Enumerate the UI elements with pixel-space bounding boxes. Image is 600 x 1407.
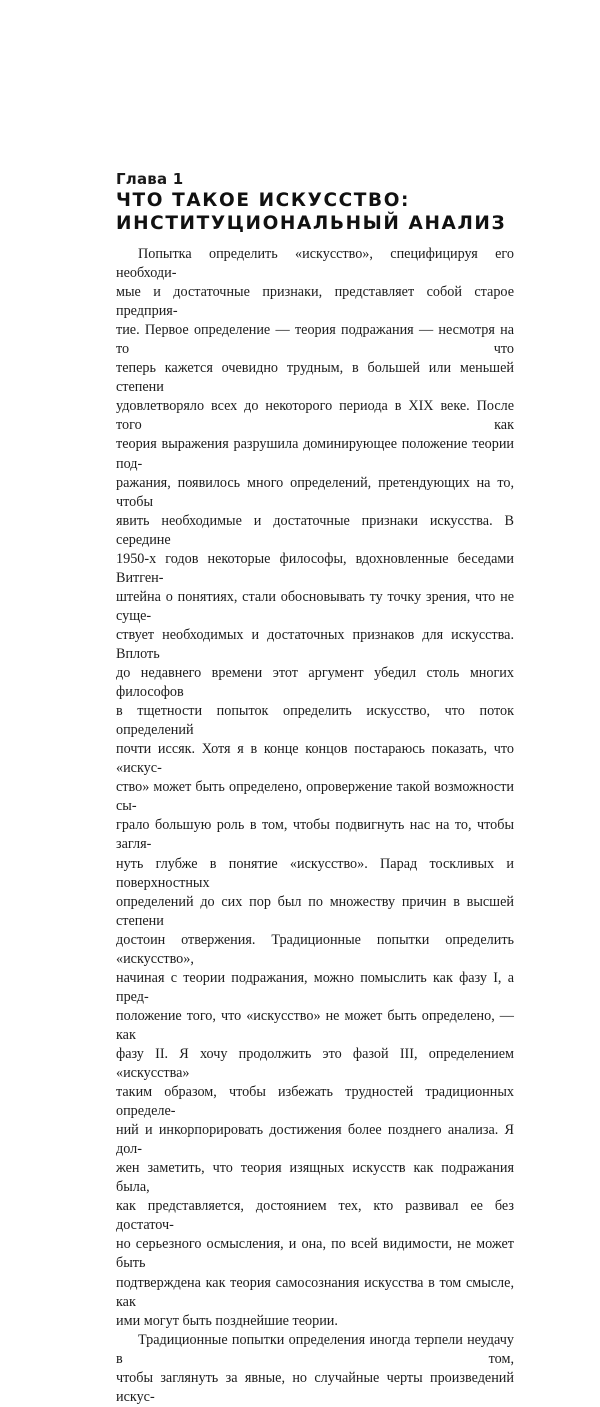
paragraph [116,245,514,1331]
text-line: но серьезного осмысления, и она, по всей видимости, не может быть [116,1236,514,1272]
chapter-title-line-2: ИНСТИТУЦИОНАЛЬНЫЙ АНАЛИЗ [116,213,507,234]
text-line: до недавнего времени этот аргумент убедил столь многих философов [116,665,514,701]
text-line: удовлетворяло всех до некоторого периода в XIX веке. После того как [116,398,514,434]
text-line: Традиционные попытки определения иногда терпели неудачу в том, [116,1331,514,1367]
text-line: грало большую роль в том, чтобы подвигнуть нас на то, чтобы загля- [116,817,514,853]
chapter-body [116,245,514,1407]
text-line: ний и инкорпорировать достижения более позднего анализа. Я дол- [116,1122,514,1158]
text-line: явить необходимые и достаточные признаки искусства. В середине [116,512,514,548]
text-line: 1950-х годов некоторые философы, вдохновленные беседами Витген- [116,550,514,586]
text-line: чтобы заглянуть за явные, но случайные черты произведений искус- [116,1369,514,1405]
text-line: ство» может быть определено, опровержение такой возможности сы- [116,779,514,815]
text-line: как представляется, достоянием тех, кто развивал ее без достаточ- [116,1198,514,1234]
text-line: тие. Первое определение — теория подражания — несмотря на то что [116,322,514,358]
text-line: жен заметить, что теория изящных искусств как подражания была, [116,1160,514,1196]
text-line: начиная с теории подражания, можно помыслить как фазу I, а пред- [116,969,514,1005]
paragraph [116,1331,514,1407]
text-line: фазу II. Я хочу продолжить это фазой III, определением «искусства» [116,1045,514,1082]
text-line: ими могут быть позднейшие теории. [116,1312,338,1329]
text-line: подтверждена как теория самосознания искусства в том смысле, как [116,1274,514,1310]
chapter-label: Глава 1 [116,170,184,188]
text-line: штейна о понятиях, стали обосновывать ту точку зрения, что не суще- [116,588,514,624]
text-line: Попытка определить «искусство», специфицируя его необходи- [116,246,514,282]
text-line: ствует необходимых и достаточных признаков для искусства. Вплоть [116,626,514,662]
text-line: достоин отвержения. Традиционные попытки определить «искусство», [116,931,514,967]
text-line: определений до сих пор был по множеству причин в высшей степени [116,893,514,929]
text-line: в тщетности попыток определить искусство, что поток определений [116,703,514,739]
text-line: таким образом, чтобы избежать трудностей традиционных определе- [116,1084,514,1120]
chapter-title-line-1: ЧТО ТАКОЕ ИСКУССТВО: [116,190,411,211]
text-line: теория выражения разрушила доминирующее положение теории под- [116,436,514,472]
text-line: мые и достаточные признаки, представляет собой старое предприя- [116,284,514,320]
text-line: положение того, что «искусство» не может быть определено, — как [116,1007,514,1043]
text-line: почти иссяк. Хотя я в конце концов постараюсь показать, что «искус- [116,741,514,777]
text-line: нуть глубже в понятие «искусство». Парад тоскливых и поверхностных [116,855,514,891]
text-line: теперь кажется очевидно трудным, в большей или меньшей степени [116,360,514,396]
text-line: ражания, появилось много определений, претендующих на то, чтобы [116,474,514,510]
